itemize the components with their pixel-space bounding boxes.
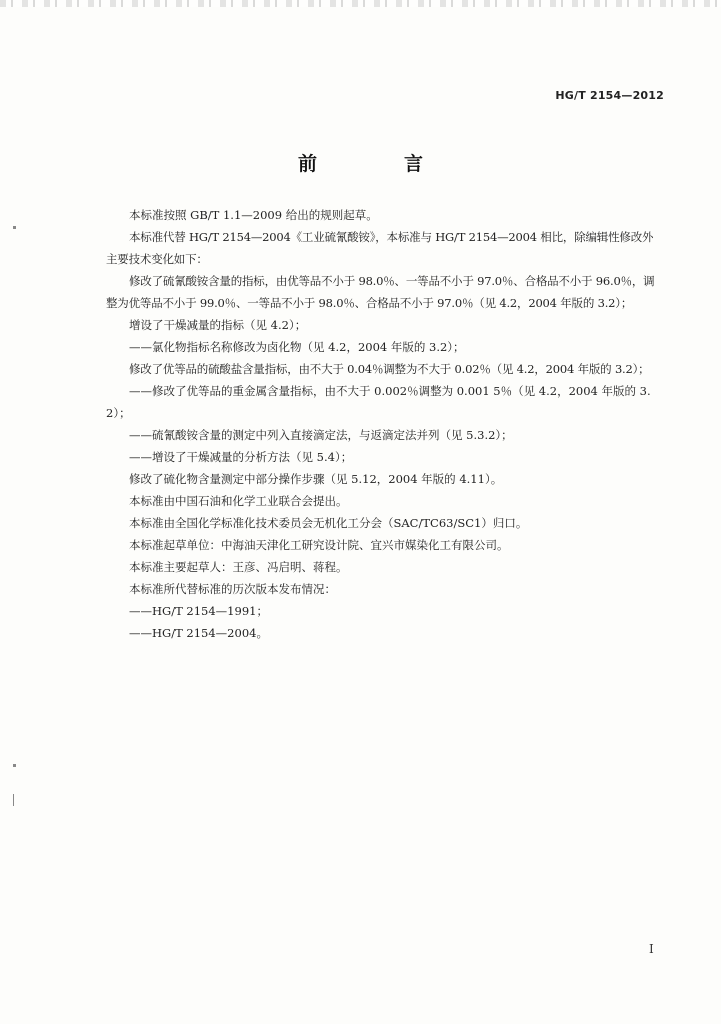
scan-mark-left-2 (13, 764, 16, 767)
change-item-halide: ——氯化物指标名称修改为卤化物（见 4.2，2004 年版的 3.2）； (129, 340, 465, 354)
change-item-drying-loss-index: 增设了干燥减量的指标（见 4.2）； (129, 318, 307, 332)
change-item-drying-loss-method: ——增设了干燥减量的分析方法（见 5.4）； (129, 450, 353, 464)
paragraph-proposer: 本标准由中国石油和化学工业联合会提出。 (129, 494, 348, 508)
paragraph-drafting-rules: 本标准按照 GB/T 1.1—2009 给出的规则起草。 (129, 208, 378, 222)
change-item-direct-titration: ——硫氰酸铵含量的测定中列入直接滴定法，与返滴定法并列（见 5.3.2）； (129, 428, 513, 442)
history-item-2004: ——HG/T 2154—2004。 (129, 626, 268, 640)
change-item-sulfide: 修改了硫化物含量测定中部分操作步骤（见 5.12，2004 年版的 4.11）。 (129, 472, 503, 486)
change-item-sulfate: 修改了优等品的硫酸盐含量指标，由不大于 0.04％调整为不大于 0.02％（见 4.2，2004 年版的 3.2）； (129, 362, 650, 376)
change-item-content: 修改了硫氰酸铵含量的指标，由优等品不小于 98.0％、一等品不小于 97.0％、合格品不小于 96.0％，调整为优等品不小于 99.0％、一等品不小于 98.0％、合格品不小于 97.0％（见 4.2，2004 年版的 3.2）； (106, 274, 655, 310)
scan-mark-left-3 (13, 794, 14, 806)
page-title: 前 言 (297, 153, 457, 175)
history-item-1991: ——HG/T 2154—1991； (129, 604, 268, 618)
paragraph-history-heading: 本标准所代替标准的历次版本发布情况： (129, 582, 336, 596)
foreword-body (106, 204, 663, 644)
paragraph-drafters: 本标准主要起草人：王彦、冯启明、蒋程。 (129, 560, 348, 574)
paragraph-drafting-units: 本标准起草单位：中海油天津化工研究设计院、宜兴市媒染化工有限公司。 (129, 538, 509, 552)
paragraph-committee: 本标准由全国化学标准化技术委员会无机化工分会（SAC/TC63/SC1）归口。 (129, 516, 528, 530)
standard-code: HG/T 2154—2012 (555, 89, 664, 102)
scan-mark-left-1 (13, 226, 16, 229)
page-number: I (649, 942, 654, 956)
paragraph-replaces: 本标准代替 HG/T 2154—2004《工业硫氰酸铵》，本标准与 HG/T 2154—2004 相比，除编辑性修改外主要技术变化如下： (106, 230, 654, 266)
scan-artifact-top (0, 0, 721, 7)
change-item-heavy-metal: ——修改了优等品的重金属含量指标，由不大于 0.002％调整为 0.001 5％（见 4.2，2004 年版的 3.2）； (106, 384, 651, 420)
